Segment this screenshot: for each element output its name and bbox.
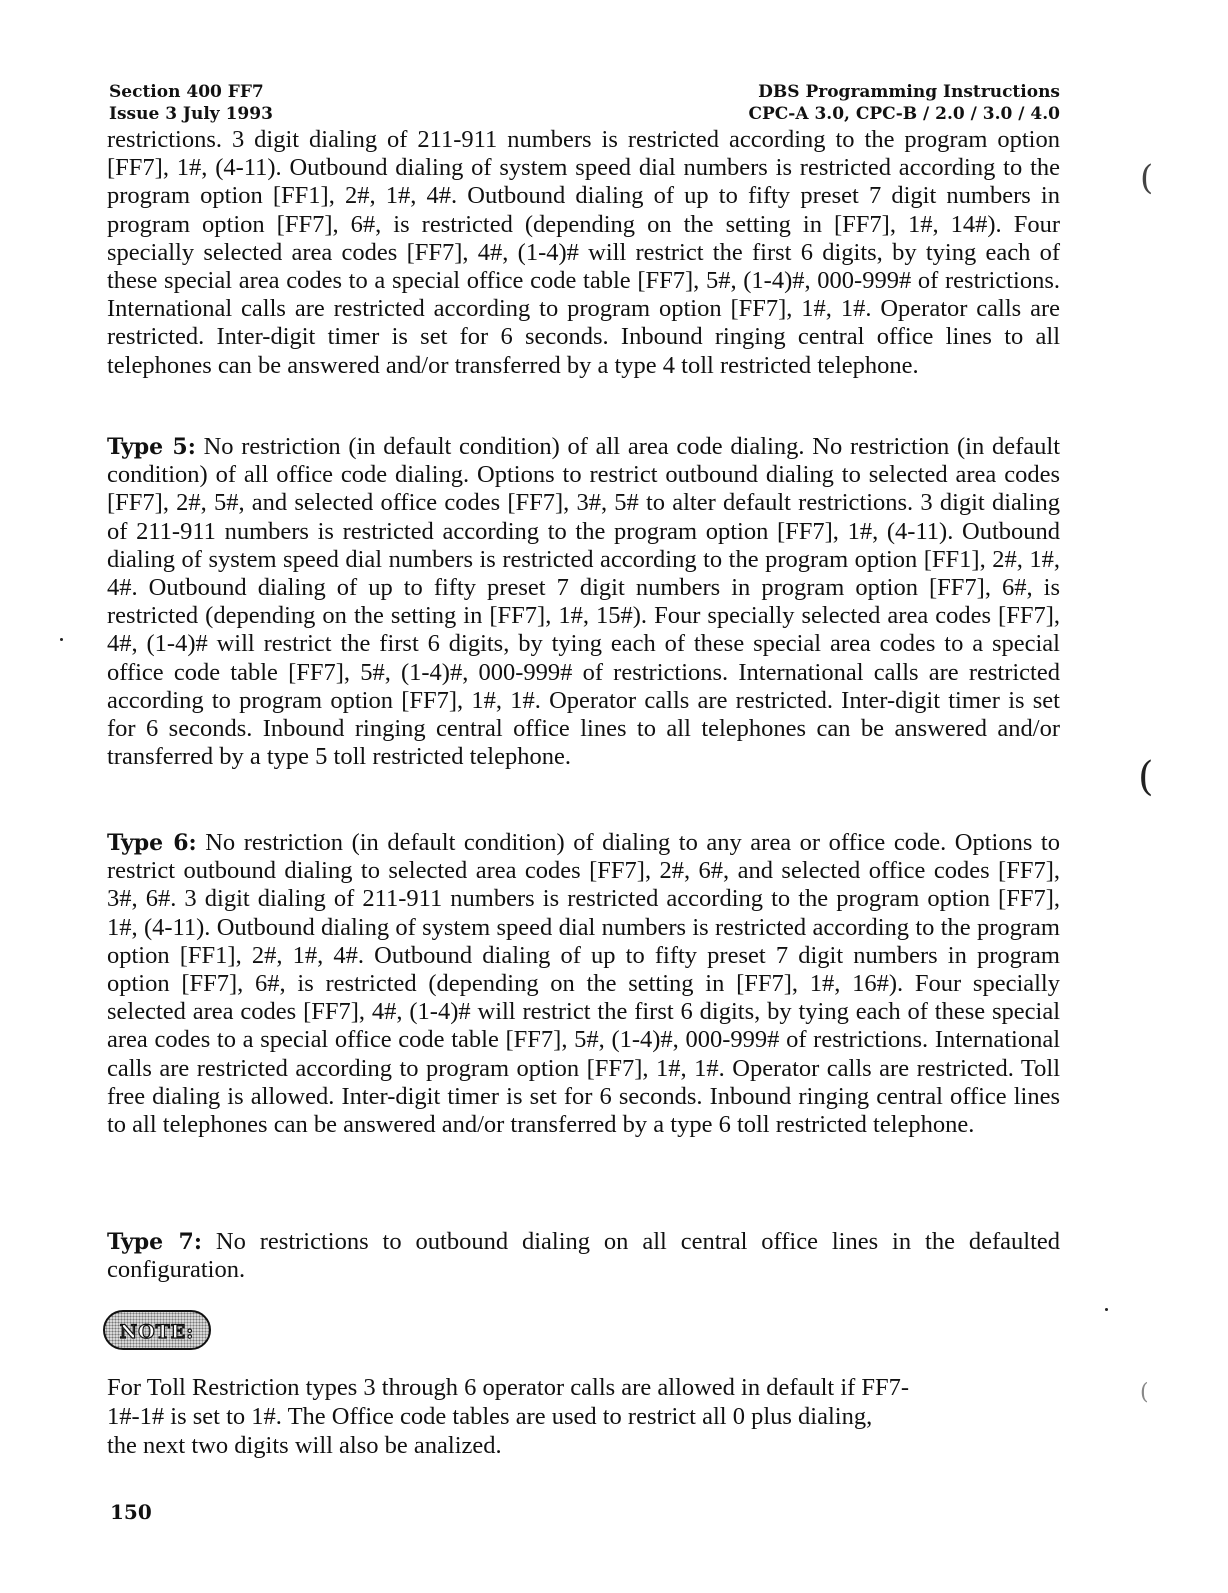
type-7-text: No restrictions to outbound dialing on all central office lines in the defaulted configuration. xyxy=(107,1228,1061,1284)
scan-mark-icon: ( xyxy=(1138,754,1154,800)
scan-speck-icon xyxy=(60,638,63,641)
note-badge-icon: NOTE: xyxy=(103,1310,211,1350)
type-6-text: No restriction (in default condition) of dialing to any area or office code. Options to restrict outbound dialing to selected area codes [FF7], 2#, 6#, and selected office codes [FF7], 3#, 6#. 3 digit dialing of 211-911 numbers is restricted according to the program option [FF7], 1#, (4-11). Outbound dialing of system speed dial numbers is restricted according to the program option [FF1], 2#, 1#, 4#. Outbound dialing of up to fifty preset 7 digit numbers in program option [FF7], 6#, is restricted (depending on the setting in [FF7], 1#, 16#). Four specially selected area codes [FF7], 4#, (1-4)# will restrict the first 6 digits, by tying each of these special area codes to a special office code table [FF7], 5#, (1-4)#, 000-999# of restrictions. International calls are restricted according to program option [FF7], 1#, 1#. Operator calls are restricted. Toll free dialing is allowed. Inter-digit timer is set for 6 seconds. Inbound ringing central office lines to all telephones can be answered and/or transferred by a type 6 toll restricted telephone. xyxy=(107,829,1060,1139)
scan-speck-icon xyxy=(1105,1308,1108,1311)
note-text: For Toll Restriction types 3 through 6 operator calls are allowed in default if FF7- 1#-1# is set to 1#. The Office code tables are used to restrict all 0 plus dialing, the next two digits will also be analized. xyxy=(107,1374,910,1459)
header-left xyxy=(109,81,273,125)
type-5-text: No restriction (in default condition) of all area code dialing. No restriction (in default condition) of all office code dialing. Options to restrict outbound dialing to selected area codes [FF7], 2#, 5#, and selected office codes [FF7], 3#, 5# to alter default restrictions. 3 digit dialing of 211-911 numbers is restricted according to the program option [FF7], 1#, (4-11). Outbound dialing of system speed dial numbers is restricted according to the program option [FF1], 2#, 1#, 4#. Outbound dialing of up to fifty preset 7 digit numbers in program option [FF7], 6#, is restricted (depending on the setting in [FF7], 1#, 15#). Four specially selected area codes [FF7], 4#, (1-4)# will restrict the first 6 digits, by tying each of these special area codes to a special office code table [FF7], 5#, (1-4)#, 000-999# of restrictions. International calls are restricted according to program option [FF7], 1#, 1#. Operator calls are restricted. Inter-digit timer is set for 6 seconds. Inbound ringing central office lines to all telephones can be answered and/or transferred by a type 5 toll restricted telephone. xyxy=(107,433,1060,771)
version-label: CPC-A 3.0, CPC-B / 2.0 / 3.0 / 4.0 xyxy=(748,104,1060,124)
header-right xyxy=(748,81,1060,125)
type-7-label: Type 7: xyxy=(107,1229,202,1255)
scan-mark-icon: ( xyxy=(1140,1380,1149,1405)
type-6-label: Type 6: xyxy=(107,830,197,856)
type-5-paragraph xyxy=(107,433,1060,771)
document-title: DBS Programming Instructions xyxy=(758,82,1060,102)
type-6-paragraph xyxy=(107,829,1060,1139)
continuation-paragraph: restrictions. 3 digit dialing of 211-911 numbers is restricted according to the program option [FF7], 1#, (4-11). Outbound dialing of system speed dial numbers is restricted according to the program option [FF1], 2#, 1#, 4#. Outbound dialing of up to fifty preset 7 digit numbers in program option [FF7], 6#, is restricted (depending on the setting in [FF7], 1#, 14#). Four specially selected area codes [FF7], 4#, (1-4)# will restrict the first 6 digits, by tying each of these special area codes to a special office code table [FF7], 5#, (1-4)#, 000-999# of restrictions. International calls are restricted according to program option [FF7], 1#, 1#. Operator calls are restricted. Inter-digit timer is set for 6 seconds. Inbound ringing central office lines to all telephones can be answered and/or transferred by a type 4 toll restricted telephone. xyxy=(107,126,1060,379)
scan-mark-icon: ( xyxy=(1140,158,1154,198)
type-5-label: Type 5: xyxy=(107,434,196,460)
issue-label: Issue 3 July 1993 xyxy=(109,104,273,124)
section-label: Section 400 FF7 xyxy=(109,82,264,102)
page-number: 150 xyxy=(110,1500,152,1524)
type-7-paragraph xyxy=(107,1228,1060,1284)
